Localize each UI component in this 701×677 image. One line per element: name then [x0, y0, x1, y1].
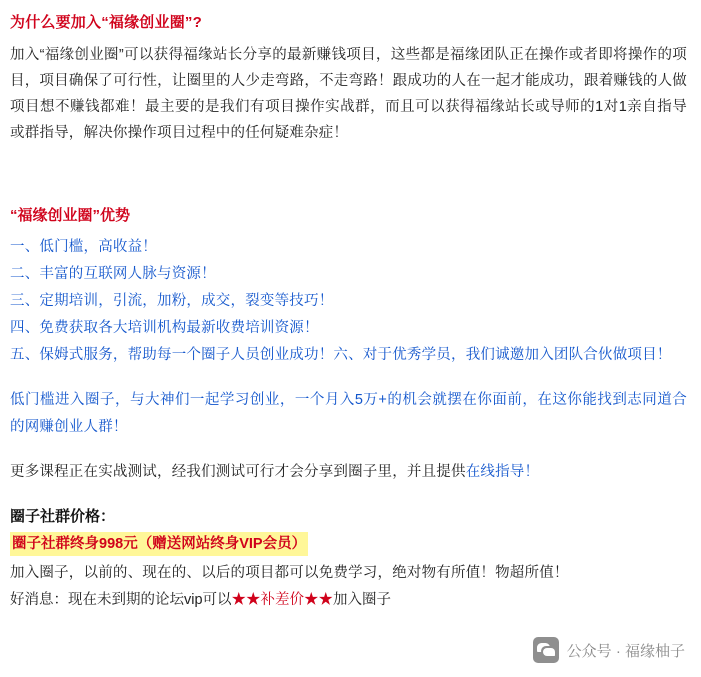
intro-heading: 为什么要加入“福缘创业圈”?	[10, 14, 202, 31]
price-badge: 圈子社群终身998元（赠送网站终身VIP会员）	[10, 532, 308, 556]
price-highlight-line	[10, 532, 687, 556]
good-news-stars: ★★补差价★★	[231, 592, 334, 608]
wechat-official-account-icon	[533, 637, 559, 663]
watermark	[533, 637, 685, 663]
advantage-item-1: 一、低门槛，高收益！	[10, 239, 157, 255]
good-news-after: 加入圈子	[333, 592, 392, 608]
watermark-text: 公众号 · 福缘柚子	[566, 642, 685, 660]
intro-paragraph: 加入“福缘创业圈”可以获得福缘站长分享的最新赚钱项目，这些都是福缘团队正在操作或者即将操作的项目，项目确保了可行性，让圈里的人少走弯路，不走弯路！跟成功的人在一起才能成功，跟着赚钱的人做项目想不赚钱都难！最主要的是我们有项目操作实战群，而且可以获得福缘站长或导师的1对1亲自指导或群指导，解决你操作项目过程中的任何疑难杂症！	[10, 47, 687, 141]
pitch-paragraph: 低门槛进入圈子，与大神们一起学习创业，一个月入5万+的机会就摆在你面前，在这你能找到志同道合的网赚创业人群！	[10, 392, 687, 435]
section-spacer	[10, 369, 687, 387]
good-news-before: 现在未到期的论坛vip可以	[68, 592, 232, 608]
advantage-item-2: 二、丰富的互联网人脉与资源！	[10, 266, 216, 282]
courses-highlight: 在线指导！	[465, 464, 540, 480]
courses-paragraph	[10, 459, 687, 486]
courses-text: 更多课程正在实战测试，经我们测试可行才会分享到圈子里，并且提供	[10, 464, 466, 480]
section-spacer	[10, 146, 687, 204]
advantage-item-3: 三、定期培训，引流，加粉，成交，裂变等技巧！	[10, 293, 334, 309]
advantage-item-5: 五、保姆式服务，帮助每一个圈子人员创业成功！六、对于优秀学员，我们诚邀加入团队合伙做项目！	[10, 347, 672, 363]
section-spacer	[10, 441, 687, 459]
price-heading: 圈子社群价格：	[10, 508, 116, 525]
price-note: 加入圈子，以前的、现在的、以后的项目都可以免费学习，绝对物有所值！物超所值！	[10, 565, 569, 581]
advantages-title: “福缘创业圈”优势	[10, 207, 131, 224]
good-news-line	[10, 587, 687, 614]
good-news-label: 好消息：	[10, 592, 68, 608]
section-spacer	[10, 486, 687, 504]
advantage-item-4: 四、免费获取各大培训机构最新收费培训资源！	[10, 320, 319, 336]
